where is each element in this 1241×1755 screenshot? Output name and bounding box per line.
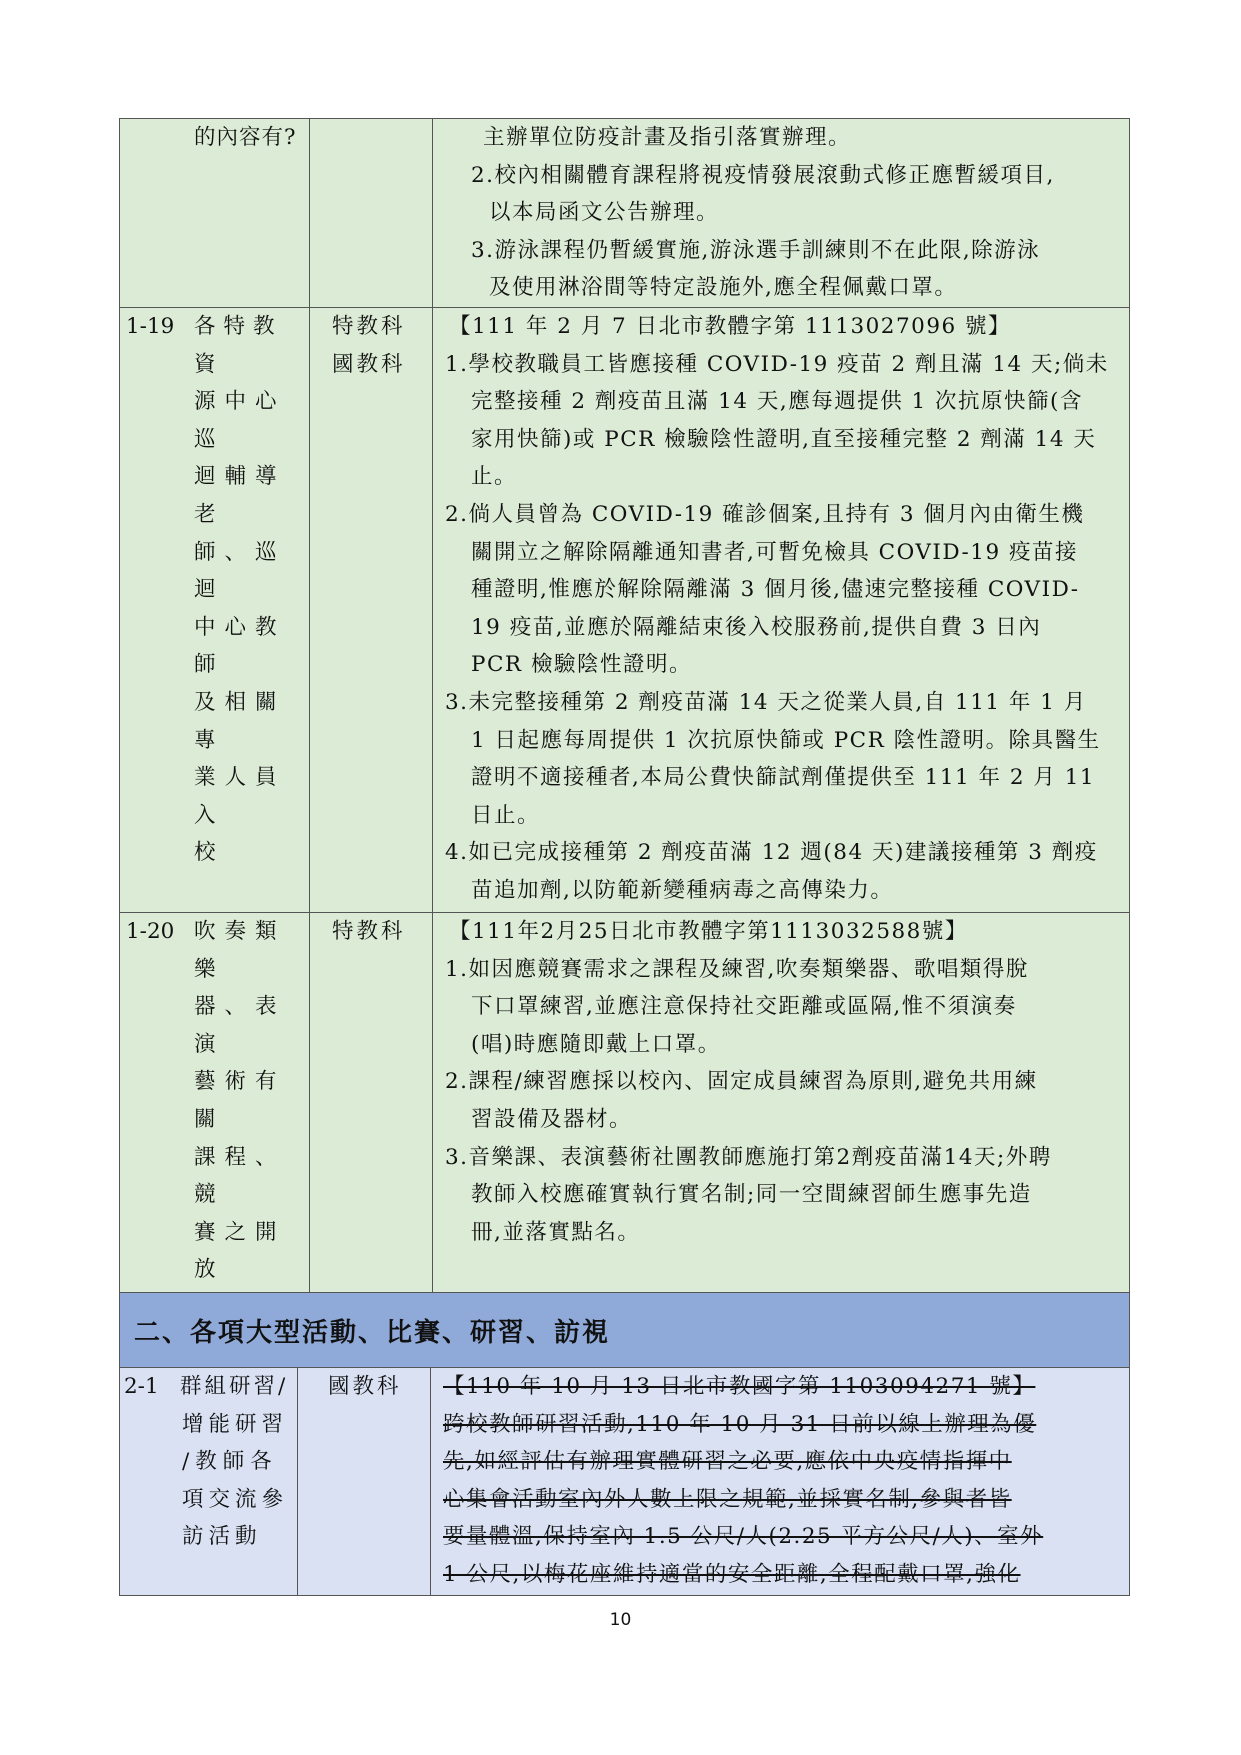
content-line: 2.倘人員曾為 COVID-19 確診個案,且持有 3 個月內由衛生機 (445, 501, 1085, 527)
content-line: 教師入校應確實執行實名制;同一空間練習師生應事先造 (471, 1182, 1032, 1208)
content-line: 【111 年 2 月 7 日北市教體字第 1113027096 號】 (449, 313, 1012, 339)
department-label: 國教科 (332, 351, 406, 377)
content-line: 下口罩練習,並應注意保持社交距離或區隔,惟不須演奏 (471, 994, 1017, 1020)
question-text: 迴輔導老 (194, 464, 286, 527)
question-text: 增能研習 (182, 1411, 289, 1437)
content-line: 1.學校教職員工皆應接種 COVID-19 疫苗 2 劑且滿 14 天;倘未 (445, 351, 1109, 377)
struck-content-line: 心集會活動室內外人數上限之規範,並採實名制,參與者皆 (443, 1486, 1012, 1512)
question-cell (120, 307, 310, 912)
content-line: 種證明,惟應於解除隔離滿 3 個月後,儘速完整接種 COVID- (471, 577, 1080, 603)
content-line: 19 疫苗,並應於隔離結束後入校服務前,提供自費 3 日內 (471, 614, 1042, 640)
content-line: 完整接種 2 劑疫苗且滿 14 天,應每週提供 1 次抗原快篩(含 (471, 389, 1083, 415)
table-row (120, 912, 1130, 1327)
department-label: 特教科 (332, 313, 406, 339)
content-cell (433, 119, 1130, 308)
struck-content-line: 要量體溫,保持室內 1.5 公尺/人(2.25 平方公尺/人)、室外 (443, 1524, 1044, 1550)
content-line: PCR 檢驗陰性證明。 (471, 652, 692, 678)
question-cell (120, 1368, 298, 1596)
struck-content-line: 跨校教師研習活動,110 年 10 月 31 日前以線上辦理為優 (443, 1411, 1037, 1437)
question-text: 賽之開放 (194, 1219, 286, 1283)
content-cell (433, 912, 1130, 1327)
content-line: (唱)時應隨即戴上口罩。 (471, 1031, 721, 1057)
content-line: 止。 (471, 464, 518, 490)
question-text: 中心教師 (194, 614, 286, 678)
question-text: 師、巡迴 (194, 539, 286, 603)
question-text: 校 (194, 840, 225, 866)
department-cell (298, 1368, 431, 1596)
question-text: 源中心巡 (194, 389, 286, 452)
question-cell (120, 119, 310, 308)
page-number: 10 (609, 1610, 632, 1630)
section-title: 二、各項大型活動、比賽、研習、訪視 (120, 1293, 1130, 1368)
department-cell (310, 307, 433, 912)
content-cell (431, 1368, 1130, 1596)
question-text: 業人員入 (194, 765, 286, 828)
content-line: 【111年2月25日北市教體字第1113032588號】 (449, 918, 968, 944)
content-line: 主辦單位防疫計畫及指引落實辦理。 (483, 125, 852, 150)
question-text: 各特教資 (194, 313, 283, 377)
covid-measures-table (119, 118, 1130, 1328)
question-text: 及相關專 (194, 689, 286, 753)
struck-content-line: 【110 年 10 月 13 日北市教國字第 1103094271 號】 (443, 1374, 1036, 1399)
struck-content-line: 先,如經評估有辦理實體研習之必要,應依中央疫情指揮中 (443, 1449, 1012, 1475)
content-line: 3.未完整接種第 2 劑疫苗滿 14 天之從業人員,自 111 年 1 月 (445, 689, 1087, 715)
question-text: /教師各 (182, 1449, 278, 1475)
content-line: 3.游泳課程仍暫緩實施,游泳選手訓練則不在此限,除游泳 (471, 237, 1041, 263)
department-cell (310, 119, 433, 308)
question-cell (120, 912, 310, 1327)
content-line: 1 日起應每周提供 1 次抗原快篩或 PCR 陰性證明。除具醫生 (471, 727, 1101, 753)
content-line: 習設備及器材。 (471, 1106, 633, 1132)
item-number: 2-1 (124, 1374, 159, 1399)
content-line: 1.如因應競賽需求之課程及練習,吹奏類樂器、歌唱類得脫 (445, 956, 1029, 982)
content-line: 以本局函文公告辦理。 (489, 200, 720, 226)
question-text: 訪活動 (182, 1524, 262, 1550)
struck-content-line: 1 公尺,以梅花座維持適當的安全距離,全程配戴口罩,強化 (443, 1561, 1021, 1587)
content-line: 家用快篩)或 PCR 檢驗陰性證明,直至接種完整 2 劑滿 14 天 (471, 426, 1097, 452)
item-number: 1-20 (126, 918, 175, 944)
content-line: 4.如已完成接種第 2 劑疫苗滿 12 週(84 天)建議接種第 3 劑疫 (445, 840, 1098, 866)
content-line: 2.課程/練習應採以校內、固定成員練習為原則,避免共用練 (445, 1069, 1038, 1095)
content-line: 冊,並落實點名。 (471, 1219, 641, 1245)
question-text: 藝術有關 (194, 1069, 286, 1132)
department-cell (310, 912, 433, 1327)
content-line: 及使用淋浴間等特定設施外,應全程佩戴口罩。 (489, 275, 958, 301)
content-line: 關開立之解除隔離通知書者,可暫免檢具 COVID-19 疫苗接 (471, 539, 1078, 565)
question-text: 的內容有? (194, 125, 297, 150)
question-text: 吹奏類樂 (194, 918, 286, 982)
table-row (120, 1368, 1130, 1596)
question-text: 器、表演 (194, 994, 286, 1057)
question-text: 群組研習/ (180, 1374, 289, 1399)
department-label: 特教科 (332, 918, 406, 944)
section-header-row (120, 1293, 1130, 1368)
item-number: 1-19 (126, 313, 175, 339)
department-label: 國教科 (328, 1374, 402, 1399)
question-text: 課程、競 (194, 1144, 286, 1208)
content-line: 證明不適接種者,本局公費快篩試劑僅提供至 111 年 2 月 11 (471, 765, 1096, 791)
content-line: 日止。 (471, 802, 541, 828)
content-line: 3.音樂課、表演藝術社團教師應施打第2劑疫苗滿14天;外聘 (445, 1144, 1052, 1170)
table-row (120, 119, 1130, 308)
content-line: 苗追加劑,以防範新變種病毒之高傳染力。 (471, 877, 894, 903)
activities-table (119, 1292, 1130, 1596)
question-text: 項交流參 (182, 1486, 289, 1512)
content-line: 2.校內相關體育課程將視疫情發展滾動式修正應暫緩項目, (471, 162, 1055, 188)
content-cell (433, 307, 1130, 912)
table-row (120, 307, 1130, 912)
